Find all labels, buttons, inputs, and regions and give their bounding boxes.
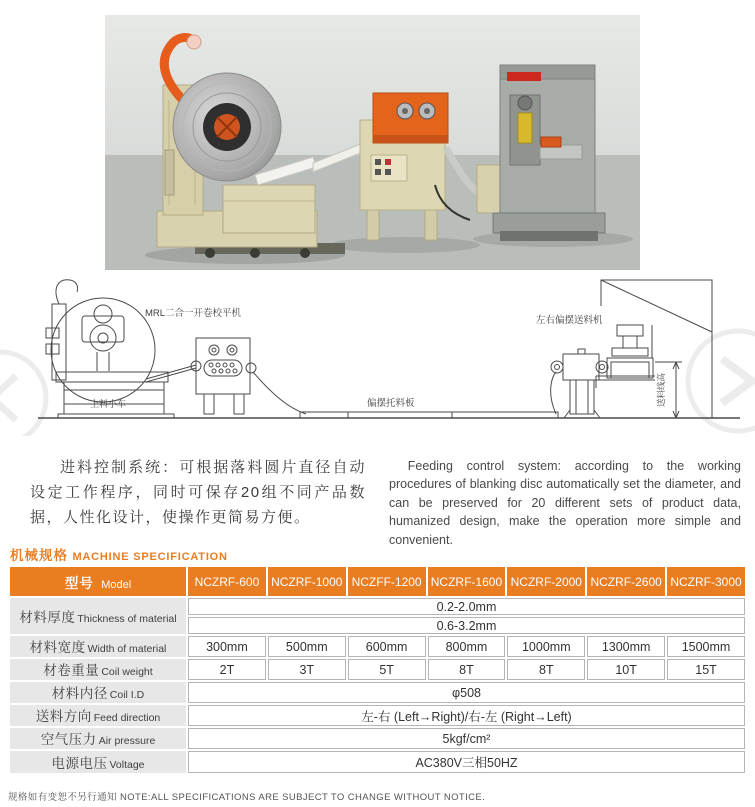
diagram-decoiler	[46, 280, 174, 418]
coil-weight-value: 8T	[428, 659, 506, 680]
coil-weight-value: 5T	[348, 659, 426, 680]
row-label-coil-id: 材料内径 Coil I.D	[10, 682, 186, 703]
model-column: NCZRF-1000	[268, 567, 346, 596]
footer-note: 规格如有变恕不另行通知 NOTE:ALL SPECIFICATIONS ARE SUBJECT TO CHANGE WITHOUT NOTICE.	[8, 792, 486, 803]
label-decoiler: MRL二合一开卷校平机	[145, 308, 242, 319]
machine-photo	[105, 15, 640, 270]
table-row	[10, 636, 745, 657]
label-feed-line-height: 送料线高	[656, 372, 666, 408]
model-header-cell: 型号 Model	[10, 567, 186, 596]
feed-direction-value: 左-右 (Left→Right)/右-左 (Right→Left)	[188, 705, 745, 726]
table-header-row	[10, 567, 745, 596]
model-column: NCZRF-600	[188, 567, 266, 596]
width-value: 300mm	[188, 636, 266, 657]
intro-paragraph-cn: 进料控制系统：可根据落料圆片直径自动设定工作程序，同时可保存20组不同产品数据，人性化设计，使操作更简易方便。	[30, 459, 366, 526]
row-label-thickness: 材料厚度 Thickness of material	[10, 598, 186, 634]
label-cart: 上料小车	[90, 399, 127, 409]
coil-weight-value: 10T	[587, 659, 665, 680]
width-value: 800mm	[428, 636, 506, 657]
width-value: 1000mm	[507, 636, 585, 657]
model-column: NCZFF-1200	[348, 567, 426, 596]
layout-diagram	[0, 276, 755, 436]
watermark-left-icon	[0, 352, 46, 436]
coil-id-value: φ508	[188, 682, 745, 703]
model-column: NCZRF-2600	[587, 567, 665, 596]
model-column: NCZRF-3000	[667, 567, 745, 596]
width-value: 1300mm	[587, 636, 665, 657]
air-pressure-value: 5kgf/cm²	[188, 728, 745, 749]
table-row	[10, 705, 745, 726]
thickness-value-2: 0.6-3.2mm	[188, 617, 745, 634]
width-value: 600mm	[348, 636, 426, 657]
section-heading	[10, 544, 228, 565]
label-feeder: 左右偏摆送料机	[536, 315, 603, 326]
press-logo	[507, 72, 541, 81]
watermark-right-icon	[688, 331, 755, 431]
table-row	[10, 682, 745, 703]
diagram-straightener	[191, 338, 256, 414]
strip-down-curve	[253, 372, 306, 414]
row-label-coil-weight: 材卷重量 Coil weight	[10, 659, 186, 680]
row-label-air-pressure: 空气压力 Air pressure	[10, 728, 186, 749]
coil-weight-value: 8T	[507, 659, 585, 680]
width-value: 500mm	[268, 636, 346, 657]
table-row	[10, 598, 745, 615]
row-label-width: 材料宽度 Width of material	[10, 636, 186, 657]
section-title-cn: 机械规格	[10, 548, 68, 563]
coil-weight-value: 3T	[268, 659, 346, 680]
strip-up-curve	[551, 372, 556, 414]
thickness-value-1: 0.2-2.0mm	[188, 598, 745, 615]
label-support-plate: 偏摆托料板	[367, 398, 415, 409]
row-label-voltage: 电源电压 Voltage	[10, 751, 186, 773]
diagram-material-strip	[146, 365, 196, 382]
diagram-feeder	[551, 349, 608, 418]
model-column: NCZRF-1600	[428, 567, 506, 596]
coil-weight-value: 15T	[667, 659, 745, 680]
spec-table	[8, 565, 747, 775]
diagram-support-plate	[300, 412, 558, 418]
table-row	[10, 728, 745, 749]
table-row	[10, 659, 745, 680]
voltage-value: AC380V三相50HZ	[188, 751, 745, 773]
diagram-press	[596, 280, 712, 418]
spec-table-wrap	[8, 565, 748, 775]
width-value: 1500mm	[667, 636, 745, 657]
model-column: NCZRF-2000	[507, 567, 585, 596]
table-row	[10, 751, 745, 773]
section-title-en: MACHINE SPECIFICATION	[72, 551, 228, 563]
intro-paragraph-en: Feeding control system: according to the working procedures of blanking disc automatically set the diameter, and can be preserved for 20 different sets of product data, humanized design, make the operation more simple and convenient.	[389, 458, 741, 547]
row-label-feed-direction: 送料方向 Feed direction	[10, 705, 186, 726]
coil-weight-value: 2T	[188, 659, 266, 680]
